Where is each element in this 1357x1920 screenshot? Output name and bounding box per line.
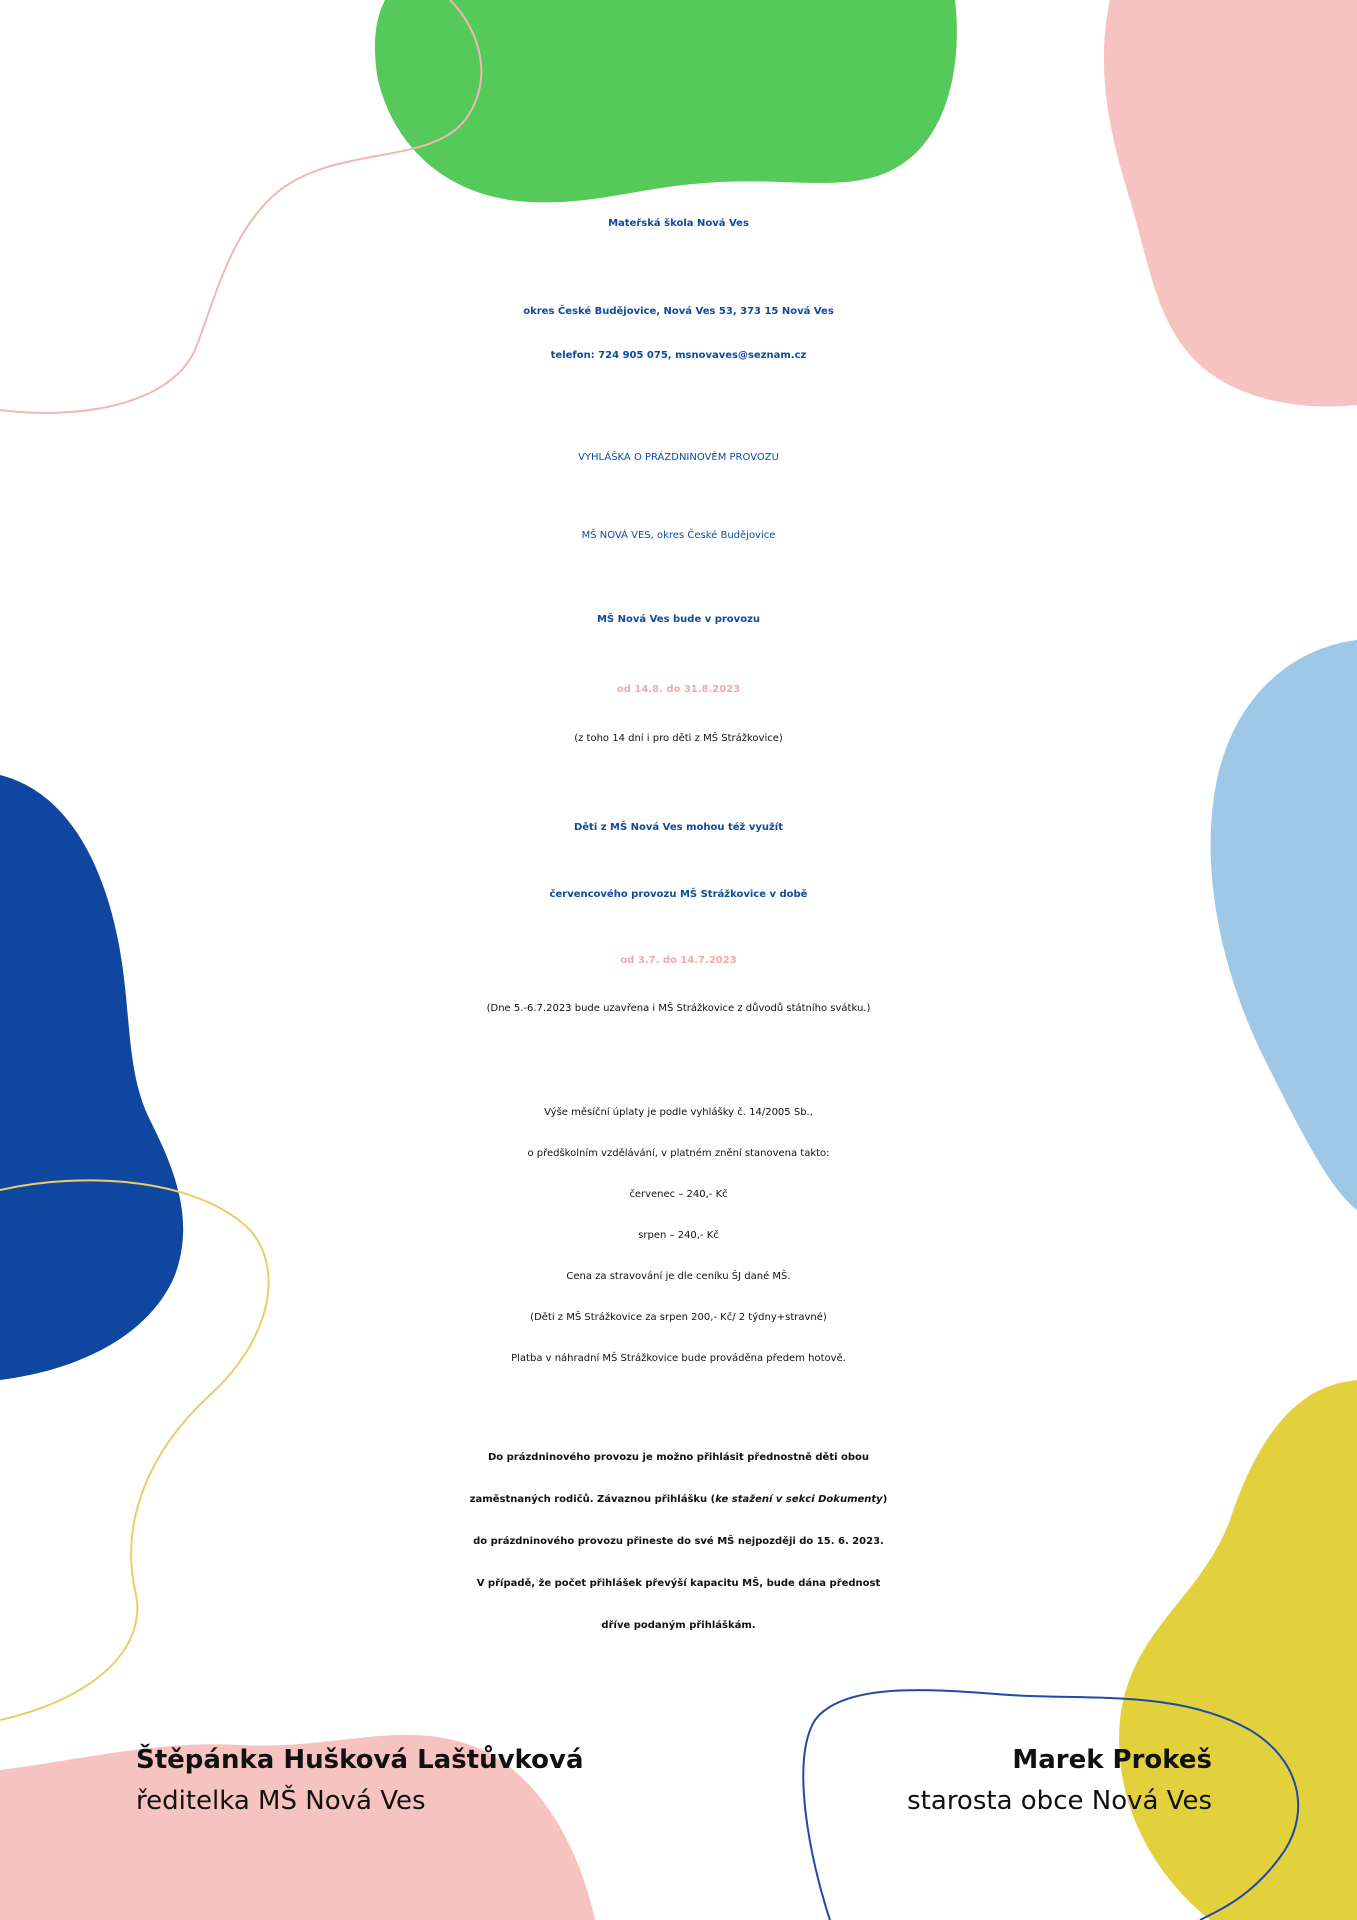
fee-line: Výše měsíční úplaty je podle vyhlášky č. 14/2005 Sb.,: [544, 1107, 813, 1118]
fee-line: Cena za stravování je dle ceníku ŠJ dané MŠ.: [566, 1271, 791, 1282]
operation-note: (z toho 14 dní i pro děti z MŠ Strážkovice): [574, 733, 783, 744]
fee-line: Platba v náhradní MŠ Strážkovice bude prováděna předem hotově.: [511, 1353, 846, 1364]
school-name: Mateřská škola Nová Ves: [608, 218, 749, 229]
registration-line: dříve podaným přihláškám.: [601, 1620, 756, 1631]
fee-line: (Děti z MŠ Strážkovice za srpen 200,- Kč/ 2 týdny+stravné): [530, 1312, 827, 1323]
school-contact: telefon: 724 905 075, msnovaves@seznam.cz: [550, 350, 807, 361]
school-address: okres České Budějovice, Nová Ves 53, 373 15 Nová Ves: [523, 306, 834, 317]
director-role: ředitelka MŠ Nová Ves: [136, 1786, 426, 1816]
july-heading-line1: Děti z MŠ Nová Ves mohou též využít: [573, 822, 784, 833]
registration-line: Do prázdninového provozu je možno přihlásit přednostně děti obou: [487, 1452, 870, 1463]
operation-date-range: od 14.8. do 31.8.2023: [616, 684, 741, 695]
july-heading-line2: červencového provozu MŠ Strážkovice v době: [549, 889, 808, 900]
notice-subtitle: MŠ NOVÁ VES, okres České Budějovice: [581, 530, 776, 541]
operation-heading: MŠ Nová Ves bude v provozu: [596, 614, 761, 625]
fee-line: o předškolním vzdělávání, v platném znění stanovena takto:: [527, 1148, 830, 1159]
documents-section-reference: ke stažení v sekci Dokumenty: [715, 1494, 883, 1505]
july-note: (Dne 5.-6.7.2023 bude uzavřena i MŠ Strážkovice z důvodů státního svátku.): [486, 1003, 871, 1014]
registration-line: [0, 1494, 1357, 1505]
july-date-range: od 3.7. do 14.7.2023: [620, 955, 737, 966]
fee-line: červenec – 240,- Kč: [629, 1189, 728, 1200]
registration-line: V případě, že počet přihlášek převýší kapacitu MŠ, bude dána přednost: [476, 1578, 881, 1589]
fee-line: srpen – 240,- Kč: [638, 1230, 719, 1241]
mayor-role: starosta obce Nová Ves: [907, 1786, 1212, 1816]
notice-title: VYHLÁŠKA O PRÁZDNINOVÉM PROVOZU: [578, 452, 779, 463]
mayor-name: Marek Prokeš: [1012, 1745, 1212, 1775]
registration-text: zaměstnaných rodičů. Závaznou přihlášku (: [469, 1494, 716, 1505]
registration-line: do prázdninového provozu přineste do své MŠ nejpozději do 15. 6. 2023.: [473, 1536, 884, 1547]
director-name: Štěpánka Hušková Laštůvková: [136, 1745, 584, 1775]
registration-text: ): [882, 1494, 888, 1505]
